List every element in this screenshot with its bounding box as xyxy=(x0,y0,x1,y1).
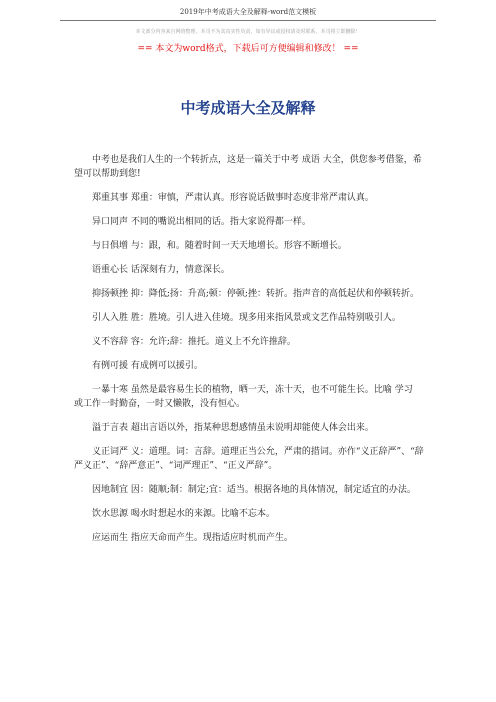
intro-paragraph: 中考也是我们人生的一个转折点，这是一篇关于中考 成语 大全，供您参考借鉴，希望可以帮助到您! xyxy=(74,155,422,179)
idiom-entry: 有例可援 有成例可以援引。 xyxy=(92,361,203,371)
idiom-entry: 一暴十寒 虽然是最容易生长的植物，晒一天，冻十天，也不可能生长。比喻 学习 或工作一时勤奋，一时又懒散，没有恒心。 xyxy=(74,385,413,409)
idiom-entry: 抑扬顿挫 抑：降低;扬：升高;顿：停顿;挫：转折。指声音的高低起伏和停顿转折。 xyxy=(92,289,419,299)
idiom-entry: 语重心长 话深刻有力，情意深长。 xyxy=(92,265,230,275)
idiom-entry: 义不容辞 容：允许;辞：推托。道义上不允许推辞。 xyxy=(92,337,296,347)
idiom-entry: 异口同声 不同的嘴说出相同的话。指大家说得都一样。 xyxy=(92,217,311,227)
disclaimer-text: 本文部分内容来自网络整理，本司不为其真实性负责，如有异议或侵权请及时联系，本司将立即删除！ xyxy=(135,29,361,35)
idiom-entry: 郑重其事 郑重：审慎，严肃认真。形容说话做事时态度非常严肃认真。 xyxy=(92,193,374,203)
idiom-entry: 引人入胜 胜：胜境。引人进入佳境。现多用来指风景或文艺作品特别吸引人。 xyxy=(92,313,401,323)
idiom-entry: 与日俱增 与：跟，和。随着时间一天天地增长。形容不断增长。 xyxy=(92,241,347,251)
idiom-entry: 饮水思源 喝水时想起水的来源。比喻不忘本。 xyxy=(92,509,275,519)
header-divider xyxy=(60,20,436,21)
idiom-entry: 因地制宜 因：随顺;制：制定;宜：适当。根据各地的具体情况，制定适宜的办法。 xyxy=(92,485,416,495)
document-body xyxy=(74,153,424,555)
idiom-entry: 义正词严 义：道理。词：言辞。道理正当公允，严肃的措词。亦作“义正辞严”、“辞严义正”、“辞严意正”、“词严理正”、“正义严辞”。 xyxy=(74,447,424,471)
word-format-notice: == 本文为word格式，下载后可方便编辑和修改！ == xyxy=(137,44,359,54)
idiom-entry: 应运而生 指应天命而产生。现指适应时机而产生。 xyxy=(92,533,293,543)
idiom-entry: 溢于言表 超出言语以外，指某种思想感情虽未说明却能使人体会出来。 xyxy=(92,423,374,433)
header-title: 2019年中考成语大全及解释-word范文模板 xyxy=(179,8,317,16)
document-title: 中考成语大全及解释 xyxy=(180,99,316,117)
